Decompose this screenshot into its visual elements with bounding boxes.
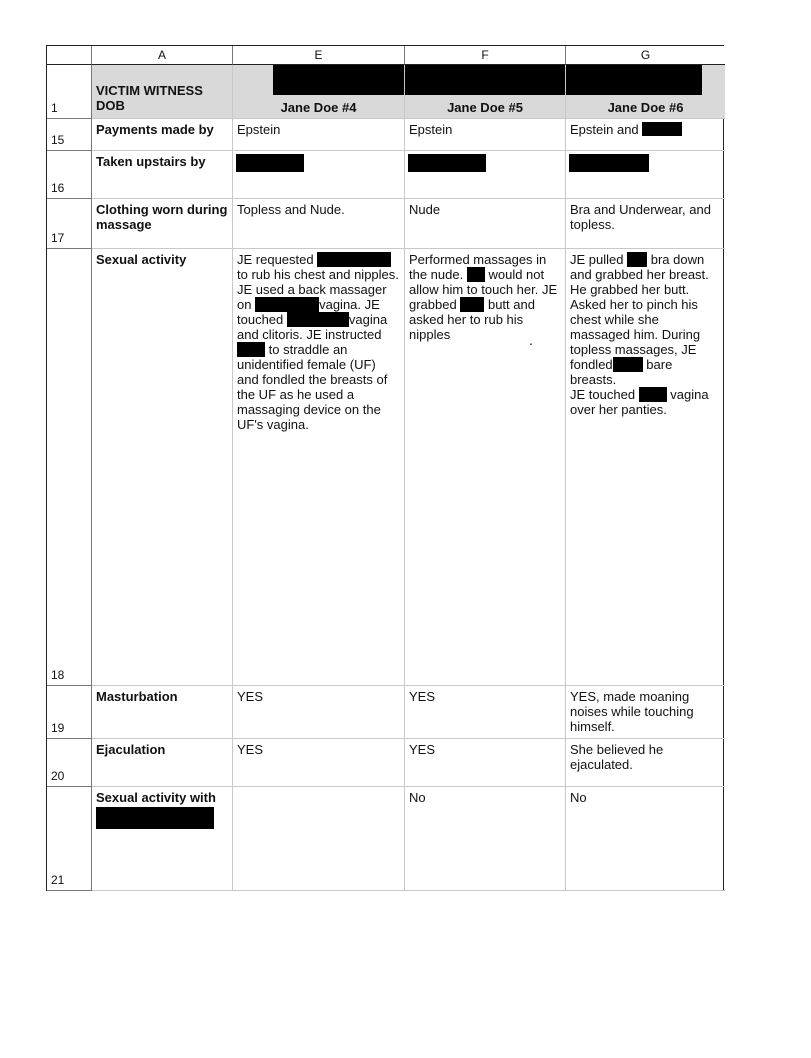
- corner-cell: [47, 46, 92, 65]
- cell-f: No: [405, 787, 566, 891]
- redaction-block: [467, 267, 485, 282]
- redaction-block: [237, 342, 265, 357]
- column-header-f: F: [405, 46, 566, 65]
- cell-e: Epstein: [233, 119, 405, 151]
- redaction-block: [96, 807, 214, 829]
- victim-name: Jane Doe #5: [447, 100, 523, 115]
- victim-name: Jane Doe #4: [280, 100, 357, 115]
- row-number: 19: [47, 686, 92, 739]
- cell-f: Nude: [405, 199, 566, 249]
- column-header-g: G: [566, 46, 725, 65]
- victim-name: Jane Doe #6: [607, 100, 684, 115]
- victim-header-e: [233, 65, 405, 119]
- victim-witness-dob-label: VICTIM WITNESS DOB: [92, 65, 233, 119]
- cell-e: YES: [233, 739, 405, 787]
- redaction-block: [317, 252, 391, 267]
- victim-header-g: [566, 65, 725, 119]
- cell-e: [233, 787, 405, 891]
- spreadsheet-table: [46, 45, 724, 891]
- redaction-block: [405, 65, 566, 95]
- column-header-a: A: [92, 46, 233, 65]
- redaction-block: [613, 357, 643, 372]
- cell-e-sexual-activity: JE requested to rub his chest and nipples. JE used a back massager on vagina. JE touched vagina and clitoris. JE instructed to straddle an unidentified female (UF) and fondled the breasts of the UF as he used a massaging device on the UF's vagina.: [233, 249, 405, 686]
- row-number: 17: [47, 199, 92, 249]
- row-number: 16: [47, 151, 92, 199]
- row-label: Sexual activity: [92, 249, 233, 686]
- row-label: Sexual activity with: [92, 787, 233, 891]
- cell-e: Topless and Nude.: [233, 199, 405, 249]
- row-label: Masturbation: [92, 686, 233, 739]
- redaction-block: [566, 65, 702, 95]
- cell-f-sexual-activity: Performed massages in the nude. would not allow him to touch her. JE grabbed butt and asked her to rub his nipples .: [405, 249, 566, 686]
- row-number: 1: [47, 65, 92, 119]
- row-label: Ejaculation: [92, 739, 233, 787]
- stray-mark: .: [529, 332, 533, 348]
- cell-f: Epstein: [405, 119, 566, 151]
- cell-g: Epstein and: [566, 119, 725, 151]
- column-header-e: E: [233, 46, 405, 65]
- redaction-block: [460, 297, 484, 312]
- row-number: 20: [47, 739, 92, 787]
- redaction-block: [569, 154, 649, 172]
- cell-e: [233, 151, 405, 199]
- row-label: Clothing worn during massage: [92, 199, 233, 249]
- redaction-block: [273, 65, 405, 95]
- row-number: 15: [47, 119, 92, 151]
- redaction-block: [639, 387, 667, 402]
- cell-f: YES: [405, 686, 566, 739]
- row-label: Payments made by: [92, 119, 233, 151]
- redaction-block: [255, 297, 319, 312]
- cell-f: YES: [405, 739, 566, 787]
- victim-header-f: [405, 65, 566, 119]
- cell-g: No: [566, 787, 725, 891]
- cell-g: She believed he ejaculated.: [566, 739, 725, 787]
- cell-g: Bra and Underwear, and topless.: [566, 199, 725, 249]
- cell-g: YES, made moaning noises while touching himself.: [566, 686, 725, 739]
- redaction-block: [236, 154, 304, 172]
- cell-g: [566, 151, 725, 199]
- redaction-block: [642, 122, 682, 136]
- row-number: 18: [47, 249, 92, 686]
- redaction-block: [287, 312, 349, 327]
- cell-e: YES: [233, 686, 405, 739]
- cell-g-sexual-activity: JE pulled bra down and grabbed her breast. He grabbed her butt. Asked her to pinch his chest while she massaged him. During topless massages, JE fondled bare breasts. JE touched vagina over her panties.: [566, 249, 725, 686]
- cell-f: [405, 151, 566, 199]
- redaction-block: [408, 154, 486, 172]
- row-label: Taken upstairs by: [92, 151, 233, 199]
- row-number: 21: [47, 787, 92, 891]
- redaction-block: [627, 252, 647, 267]
